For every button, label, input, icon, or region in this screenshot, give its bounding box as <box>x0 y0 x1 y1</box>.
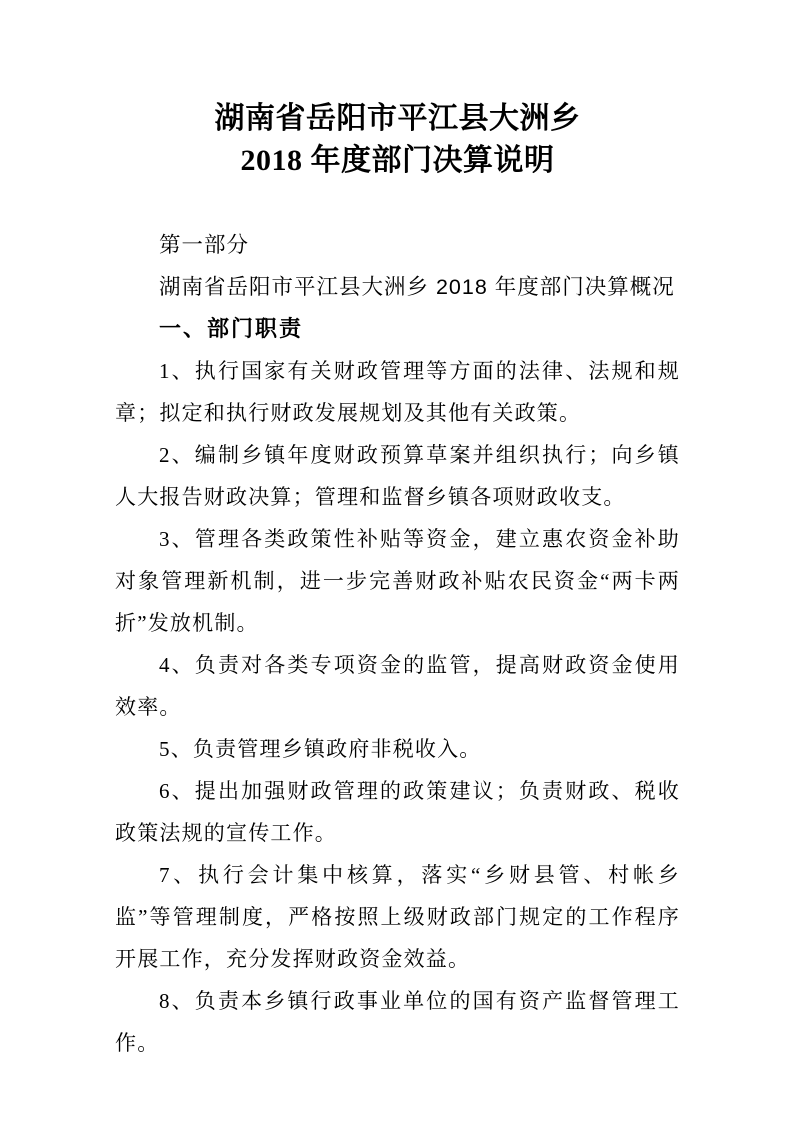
paragraph-duty-3: 3、管理各类政策性补贴等资金，建立惠农资金补助对象管理新机制，进一步完善财政补贴农民资金“两卡两折”发放机制。 <box>115 527 680 635</box>
paragraph-duty-8: 8、负责本乡镇行政事业单位的国有资产监督管理工作。 <box>115 989 680 1055</box>
paragraph-duty-1: 1、执行国家有关财政管理等方面的法律、法规和规章；拟定和执行财政发展规划及其他有关政策。 <box>115 359 680 425</box>
document-title-line2: 2018 年度部门决算说明 <box>240 144 555 177</box>
section-heading-department-duties: 一、部门职责 <box>159 316 304 341</box>
paragraph-duty-2: 2、编制乡镇年度财政预算草案并组织执行；向乡镇人大报告财政决算；管理和监督乡镇各项财政收支。 <box>115 443 680 509</box>
part-title: 湖南省岳阳市平江县大洲乡 2018 年度部门决算概况 <box>159 275 675 299</box>
paragraph-duty-7: 7、执行会计集中核算，落实“乡财县管、村帐乡监”等管理制度，严格按照上级财政部门规定的工作程序开展工作，充分发挥财政资金效益。 <box>115 863 680 971</box>
paragraph-duty-6: 6、提出加强财政管理的政策建议；负责财政、税收政策法规的宣传工作。 <box>115 779 680 845</box>
document-title-line1: 湖南省岳阳市平江县大洲乡 <box>214 102 581 135</box>
paragraph-duty-5: 5、负责管理乡镇政府非税收入。 <box>159 737 482 761</box>
part-label: 第一部分 <box>159 233 250 257</box>
paragraph-duty-4: 4、负责对各类专项资金的监管，提高财政资金使用效率。 <box>115 653 680 719</box>
title-spacer <box>115 182 680 224</box>
